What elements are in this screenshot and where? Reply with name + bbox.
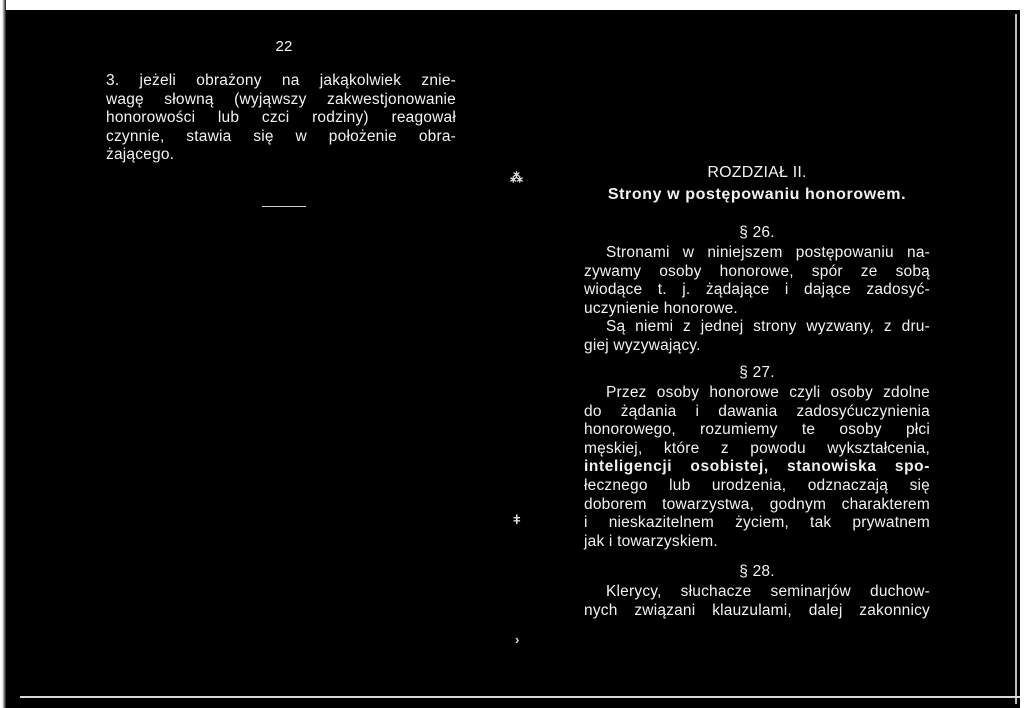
section-label-27: § 27. [739,364,775,381]
text-line: i nieskazitelnem życiem, tak prywatnem [584,514,930,532]
text-line: Stronami w niniejszem postępowaniu na- [606,244,930,261]
scan-right-edge [1015,14,1017,704]
text-line: wiodące t. j. żądające i dające zadosyć- [584,281,930,299]
section-label-26: § 26. [739,224,775,241]
binding-mark: › [515,632,520,647]
chapter-heading: ROZDZIAŁ II. [707,164,807,181]
text-line: Klerycy, słuchacze seminarjów duchow- [606,583,930,600]
text-line: uczynienie honorowe. [584,299,738,317]
text-line: Przez osoby honorowe czyli osoby zdolne [606,384,930,401]
section-28-text [584,583,930,620]
text-line: jak i towarzyskiem. [584,532,718,550]
text-line: doborem towarzystwa, godnym charakterem [584,495,930,513]
section-26-text [584,244,930,356]
text-line: Są niemi z jednej strony wyzwany, z dru- [606,318,930,336]
text-line: czynnie, stawia się w położenie obra- [106,127,456,145]
text-line: inteligencji osobistej, stanowiska spo- [584,458,930,476]
section-label-28: § 28. [739,563,775,580]
text-line: nych związani klauzulami, dalej zakonnicy [584,601,930,619]
text-line: łecznego lub urodzenia, odznaczają się [584,476,930,494]
binding-mark: ⁂ [510,170,523,185]
text-line: honorowości lub czci rodziny) reagował [106,109,456,127]
scan-left-edge [0,0,6,708]
section-27-text [584,384,930,551]
left-column-text [106,72,456,165]
text-line: zywamy osoby honorowe, spór ze sobą [584,262,930,280]
chapter-title: Strony w postępowaniu honorowem. [607,186,907,203]
text-line: honorowego, rozumiemy te osoby płci [584,421,930,439]
text-line: żającego. [106,146,175,164]
text-line: 3. jeżeli obrażony na jakąkolwiek znie- [106,72,456,89]
binding-mark: ǂ [513,512,521,527]
text-line: wagę słowną (wyjąwszy zakwestjonowanie [106,90,456,108]
text-line: giej wyzywający. [584,336,701,354]
scan-top-margin [0,0,1024,10]
section-divider [262,206,306,207]
text-line: męskiej, które z powodu wykształcenia, [584,439,930,457]
scan-bottom-edge [20,696,1020,698]
page-number: 22 [275,38,293,55]
text-line: do żądania i dawania zadosyćuczynienia [584,402,930,420]
